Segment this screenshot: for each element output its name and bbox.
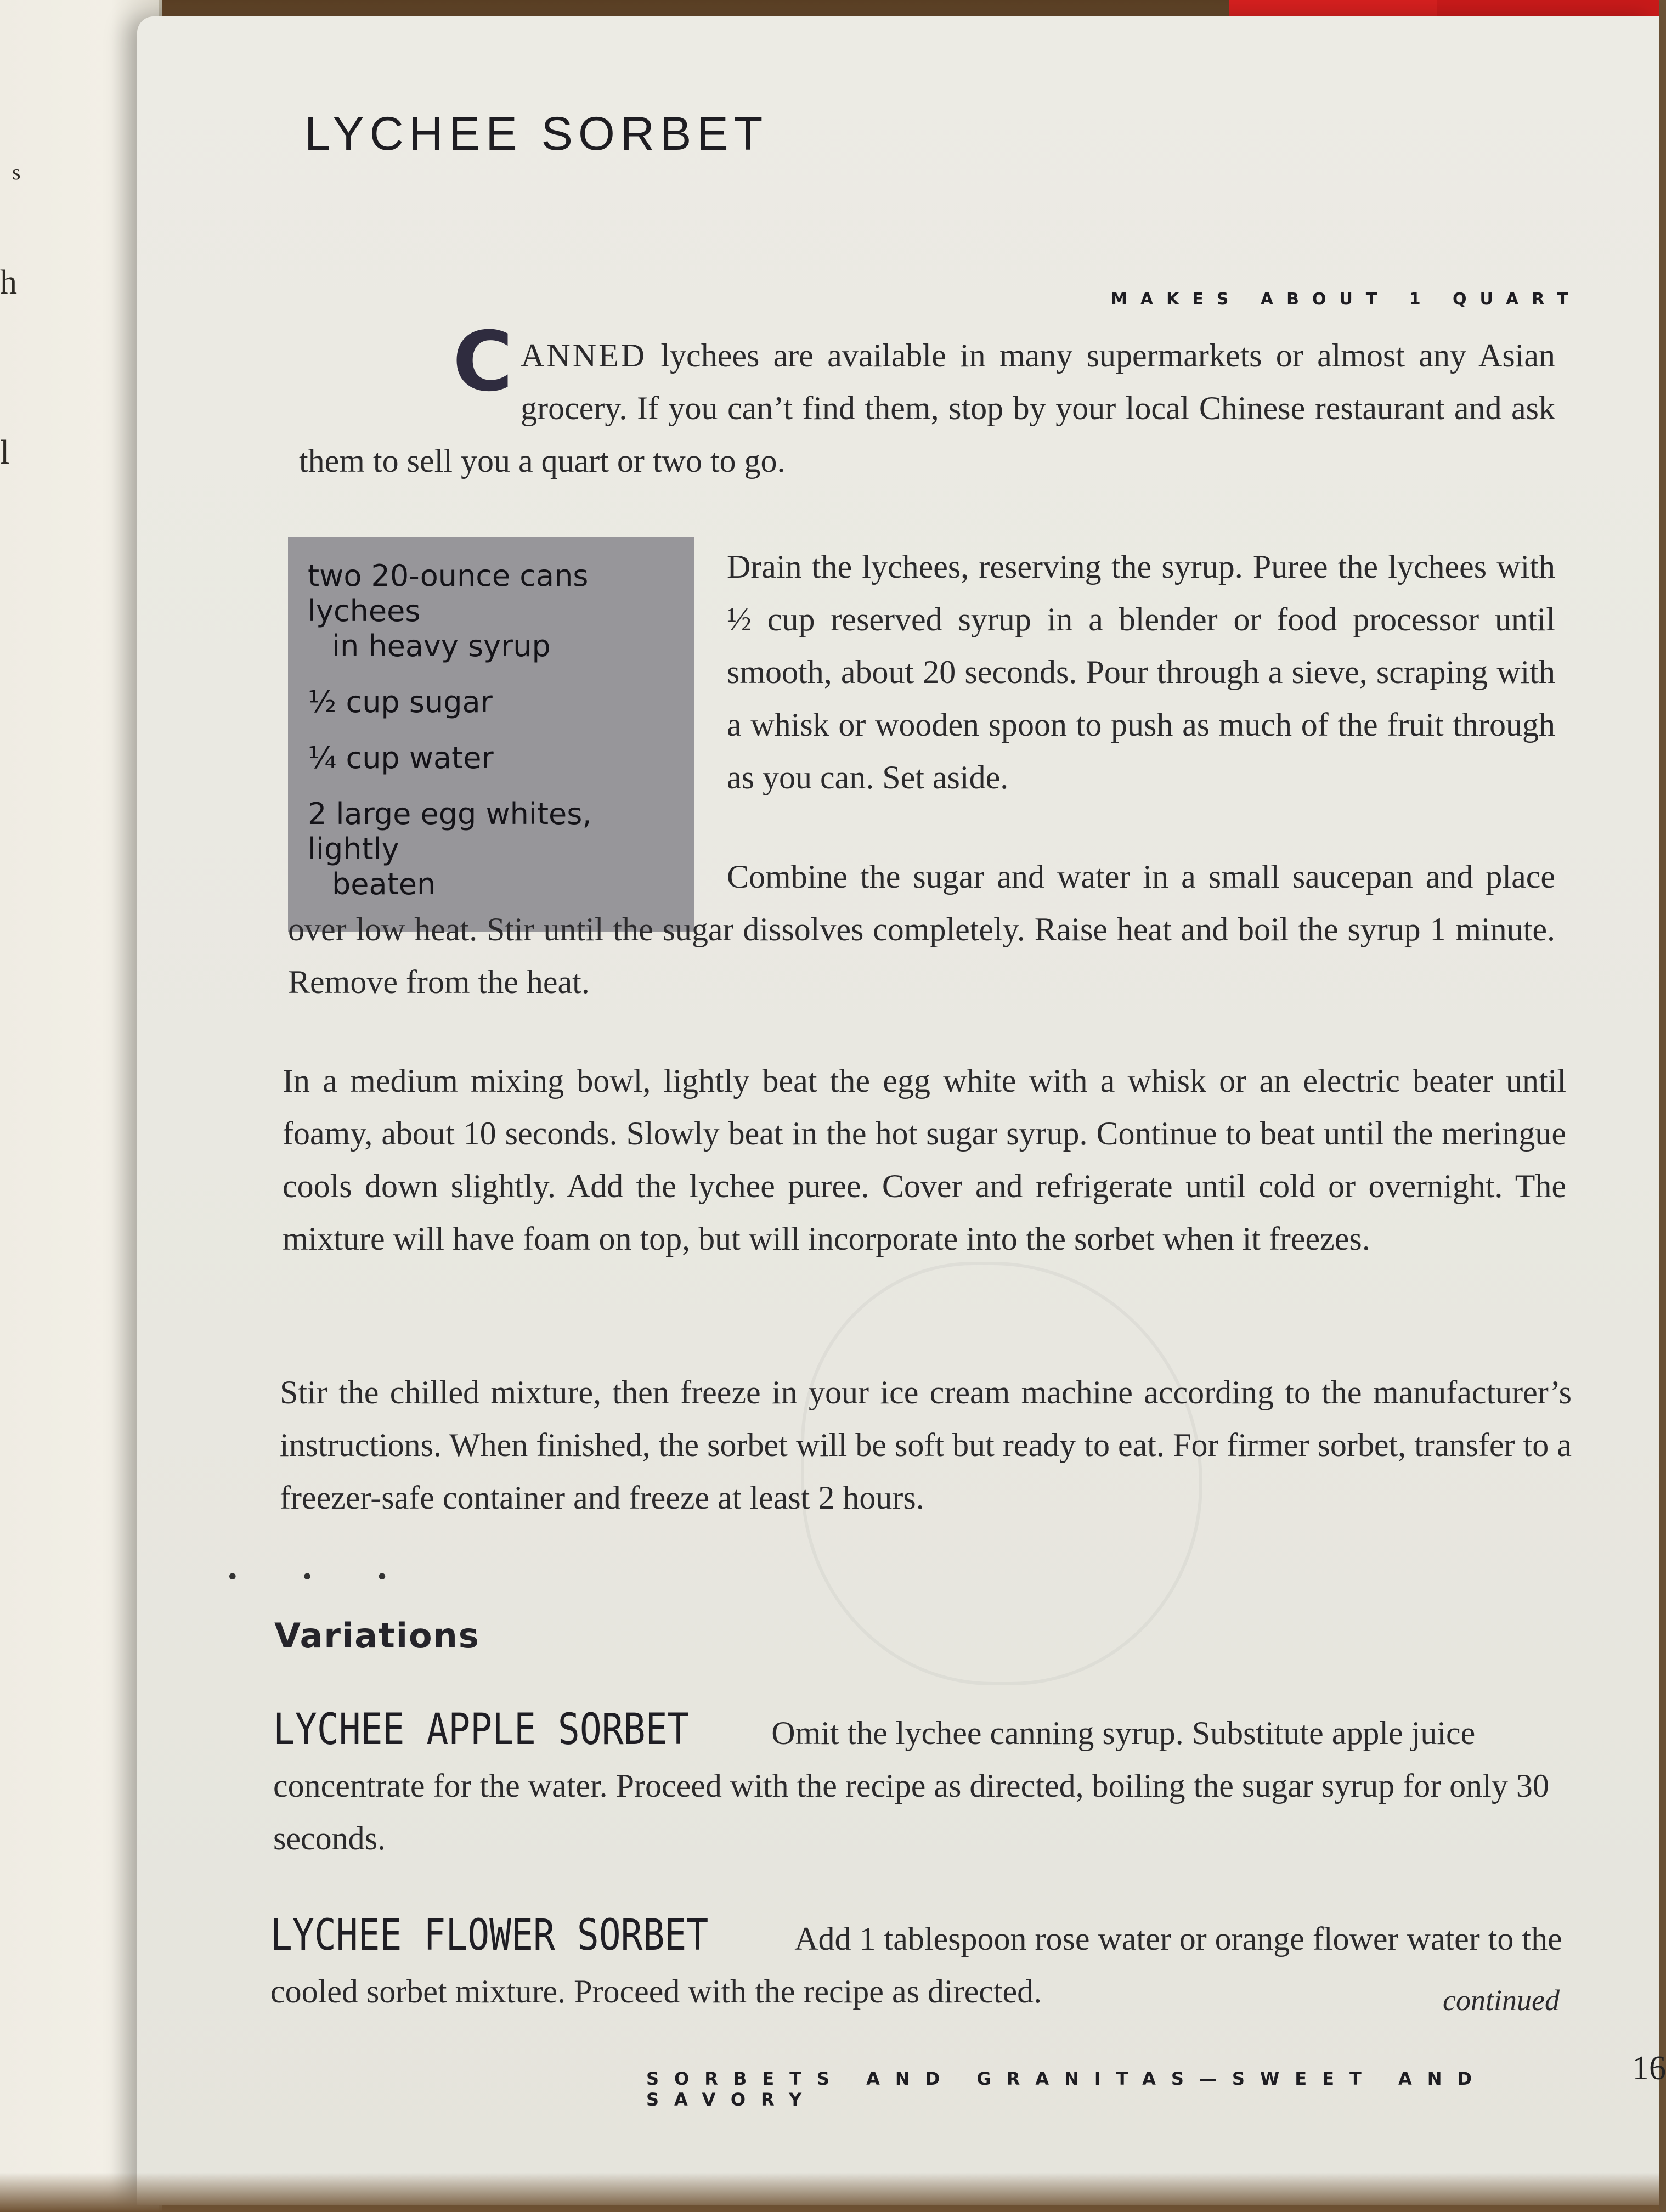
ingredient-item (308, 558, 674, 664)
method-step-2: Combine the sugar and water in a small saucepan and place over low heat. Stir until the sugar dissolves completely. Raise heat and boil the syrup 1 minute. Remove from the heat. (288, 859, 1555, 1000)
intro-text: lychees are available in many supermarkets or almost any Asian grocery. If you can’t find them, stop by your local Chinese restaurant and ask them to sell you a quart or two to go. (299, 337, 1555, 479)
section-separator: • • • (226, 1565, 416, 1590)
ingredient-line-continued: beaten (332, 867, 436, 901)
facing-page-fragment: l (0, 434, 10, 471)
facing-page-fragment: h (0, 264, 17, 301)
variation-text: Omit the lychee canning syrup. Substitute apple juice concentrate for the water. Proceed with the recipe as directed, boiling the sugar syrup for only 30 seconds. (273, 1715, 1549, 1857)
ingredient-item (308, 685, 674, 720)
table-edge-shadow (0, 2172, 1659, 2212)
facing-page-fragment: s (12, 160, 21, 184)
ingredient-line: ½ cup sugar (308, 685, 493, 719)
ingredient-line-continued: in heavy syrup (332, 629, 551, 663)
variation-name: LYCHEE APPLE SORBET (273, 1705, 690, 1754)
recipe-title: LYCHEE SORBET (304, 108, 769, 160)
variations-heading: Variations (274, 1616, 480, 1656)
page-number: 16 (1632, 2050, 1666, 2087)
recipe-yield: MAKES ABOUT 1 QUART (1111, 290, 1582, 309)
drop-cap: C (453, 314, 513, 410)
ingredient-item (308, 741, 674, 776)
method-step-3: In a medium mixing bowl, lightly beat the egg white with a whisk or an electric beater until foamy, about 10 seconds. Slowly beat in the hot sugar syrup. Continue to beat until the meringue cools down slightly. Add the lychee puree. Cover and refrigerate until cold or overnight. The mixture will have foam on top, but will incorporate into the sorbet when it freezes. (283, 1063, 1566, 1257)
ingredient-line: ¼ cup water (308, 741, 494, 775)
intro-small-caps: ANNED (521, 337, 647, 374)
running-footer: SORBETS AND GRANITAS—SWEET AND SAVORY (646, 2068, 1488, 2110)
recipe-intro (299, 314, 1555, 487)
variation-text: Add 1 tablespoon rose water or orange flower water to the cooled sorbet mixture. Proceed with the recipe as directed. (270, 1921, 1562, 2010)
method-step-1: Drain the lychees, reserving the syrup. Puree the lychees with ½ cup reserved syrup in a blender or food processor until smooth, about 20 seconds. Pour through a sieve, scraping with a whisk or wooden spoon to push as much of the fruit through as you can. Set aside. (727, 549, 1555, 795)
variation-item (273, 1703, 1579, 1865)
ingredient-line: two 20-ounce cans lychees (308, 558, 589, 628)
variation-item (270, 1909, 1576, 2018)
variation-name: LYCHEE FLOWER SORBET (270, 1911, 709, 1960)
continued-note: continued (1443, 1984, 1560, 2017)
method-step-4: Stir the chilled mixture, then freeze in your ice cream machine according to the manufacturer’s instructions. When finished, the sorbet will be soft but ready to eat. For firmer sorbet, transfer to a freezer-safe container and freeze at least 2 hours. (280, 1374, 1572, 1516)
ingredient-line: 2 large egg whites, lightly (308, 797, 592, 866)
